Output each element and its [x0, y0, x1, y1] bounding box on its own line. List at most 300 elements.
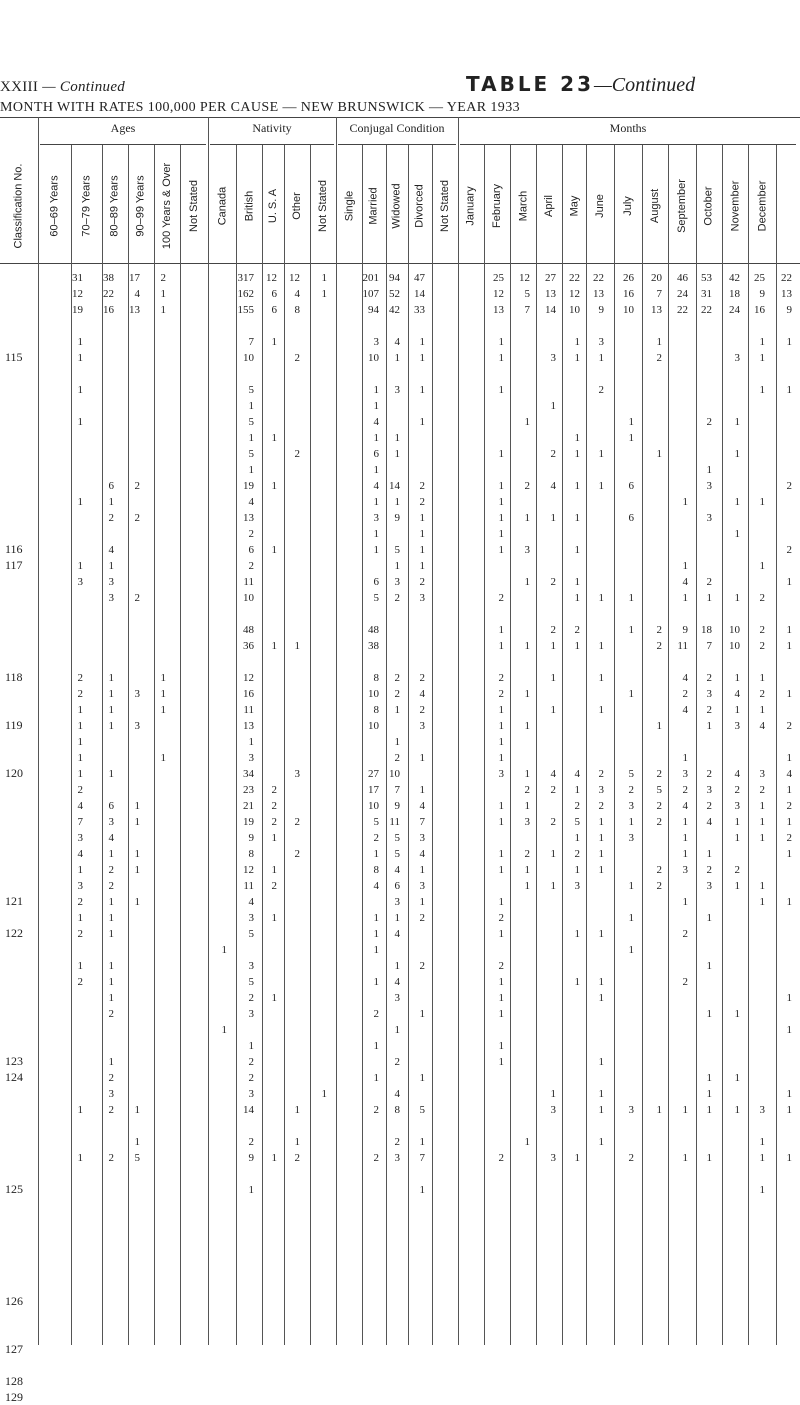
table-cell: 1: [294, 1104, 300, 1116]
table-cell: 12: [243, 864, 254, 876]
table-cell: 1: [134, 816, 140, 828]
table-cell: 2: [656, 624, 662, 636]
table-cell: 2: [656, 768, 662, 780]
table-cell: 1: [682, 832, 688, 844]
column-header: U. S. A: [267, 188, 279, 224]
table-cell: 1: [574, 576, 580, 588]
group-header: Conjugal Condition: [349, 121, 445, 135]
table-cell: 2: [656, 640, 662, 652]
column-header: Not Stated: [439, 180, 452, 232]
table-cell: 4: [682, 576, 688, 588]
table-cell: 1: [759, 1184, 765, 1196]
table-cell: 2: [394, 1056, 400, 1068]
table-cell: 1: [373, 1072, 379, 1084]
table-cell: 5: [394, 544, 400, 556]
table-cell: 3: [734, 800, 740, 812]
table-cell: 1: [394, 352, 400, 364]
table-row: [0, 1088, 800, 1101]
table-cell: 4: [550, 480, 556, 492]
table-cell: 2: [498, 912, 504, 924]
table-cell: 26: [623, 272, 634, 284]
table-cell: 155: [237, 304, 254, 316]
table-cell: 1: [682, 752, 688, 764]
table-cell: 2: [373, 1104, 379, 1116]
table-cell: 2: [271, 784, 277, 796]
table-cell: 1: [598, 1136, 604, 1148]
table-cell: 7: [77, 816, 83, 828]
table-cell: 1: [77, 496, 83, 508]
table-row: [0, 544, 800, 557]
table-cell: 2: [574, 624, 580, 636]
table-cell: 10: [243, 352, 254, 364]
table-cell: 1: [248, 464, 254, 476]
table-cell: 1: [498, 736, 504, 748]
table-cell: 1: [628, 880, 634, 892]
table-cell: 1: [221, 1024, 227, 1036]
column-header: 60–69 Years: [48, 175, 61, 237]
column-header: August: [649, 188, 661, 224]
table-cell: 34: [243, 768, 254, 780]
table-cell: 2: [394, 688, 400, 700]
table-cell: 1: [550, 848, 556, 860]
table-cell: 1: [271, 640, 277, 652]
table-cell: 1: [248, 432, 254, 444]
table-cell: 47: [414, 272, 425, 284]
table-cell: 1: [77, 1152, 83, 1164]
table-cell: 5: [524, 288, 530, 300]
table-cell: 4: [373, 880, 379, 892]
table-cell: 2: [550, 624, 556, 636]
table-cell: 27: [368, 768, 379, 780]
table-cell: 1: [77, 720, 83, 732]
table-cell: 1: [759, 352, 765, 364]
table-cell: 1: [498, 496, 504, 508]
table-cell: 7: [419, 816, 425, 828]
table-cell: 9: [682, 624, 688, 636]
table-cell: 2: [294, 1152, 300, 1164]
table-cell: 7: [524, 304, 530, 316]
table-cell: 1: [786, 1104, 792, 1116]
table-cell: 1: [498, 848, 504, 860]
table-cell: 1: [77, 352, 83, 364]
table-cell: 8: [248, 848, 254, 860]
table-cell: 1: [160, 704, 166, 716]
table-cell: 7: [706, 640, 712, 652]
table-cell: 2: [786, 544, 792, 556]
table-cell: 1: [248, 736, 254, 748]
table-row: [0, 832, 800, 845]
table-row: [0, 528, 800, 541]
table-cell: 23: [243, 784, 254, 796]
column-header: September: [676, 179, 688, 233]
table-cell: 1: [134, 896, 140, 908]
table-cell: 4: [419, 848, 425, 860]
table-cell: 12: [266, 272, 277, 284]
column-header: Classification No.: [12, 163, 25, 249]
table-row: [0, 624, 800, 637]
table-cell: 14: [414, 288, 425, 300]
table-cell: 7: [248, 336, 254, 348]
table-cell: 3: [248, 1088, 254, 1100]
table-cell: 1: [574, 448, 580, 460]
table-cell: 4: [134, 288, 140, 300]
table-cell: 1: [598, 640, 604, 652]
table-cell: 1: [77, 336, 83, 348]
table-cell: 1: [498, 480, 504, 492]
table-cell: 48: [243, 624, 254, 636]
table-cell: 1: [706, 912, 712, 924]
table-cell: 8: [294, 304, 300, 316]
table-cell: 13: [243, 512, 254, 524]
table-cell: 2: [550, 816, 556, 828]
table-cell: 1: [524, 688, 530, 700]
table-cell: 5: [394, 848, 400, 860]
column-header: 70–79 Years: [80, 175, 93, 237]
classification-number: 123: [5, 1054, 23, 1068]
table-cell: 1: [786, 336, 792, 348]
table-cell: 4: [682, 672, 688, 684]
table-cell: 2: [77, 688, 83, 700]
table-cell: 1: [682, 496, 688, 508]
table-cell: 4: [786, 768, 792, 780]
table-cell: 1: [786, 624, 792, 636]
table-cell: 1: [628, 912, 634, 924]
table-cell: 1: [108, 848, 114, 860]
table-cell: 4: [394, 336, 400, 348]
table-cell: 3: [108, 816, 114, 828]
table-cell: 1: [160, 688, 166, 700]
table-cell: 5: [248, 928, 254, 940]
table-cell: 1: [134, 864, 140, 876]
table-cell: 1: [294, 1136, 300, 1148]
table-cell: 1: [574, 976, 580, 988]
table-cell: 1: [598, 672, 604, 684]
table-cell: 3: [248, 960, 254, 972]
table-cell: 2: [108, 1008, 114, 1020]
table-cell: 10: [368, 800, 379, 812]
table-cell: 14: [545, 304, 556, 316]
table-cell: 2: [759, 592, 765, 604]
table-row: [0, 736, 800, 749]
table-cell: 1: [706, 1072, 712, 1084]
table-cell: 3: [759, 768, 765, 780]
column-header: Not Stated: [188, 180, 201, 232]
table-cell: 2: [524, 848, 530, 860]
table-cell: 1: [550, 880, 556, 892]
table-cell: 1: [373, 944, 379, 956]
table-cell: 1: [759, 896, 765, 908]
table-cell: 2: [108, 512, 114, 524]
table-cell: 3: [706, 512, 712, 524]
table-cell: 2: [656, 880, 662, 892]
table-row: [0, 992, 800, 1005]
table-cell: 2: [271, 880, 277, 892]
classification-number: 119: [5, 718, 23, 732]
table-cell: 2: [628, 784, 634, 796]
column-header: May: [568, 195, 580, 217]
table-cell: 22: [103, 288, 114, 300]
table-row: [0, 1008, 800, 1021]
table-cell: 2: [394, 752, 400, 764]
table-cell: 1: [598, 352, 604, 364]
table-cell: 1: [734, 880, 740, 892]
table-cell: 1: [734, 832, 740, 844]
table-cell: 1: [498, 336, 504, 348]
column-header: Divorced: [414, 184, 426, 228]
table-cell: 1: [419, 336, 425, 348]
classification-number: 129: [5, 1390, 23, 1404]
table-cell: 1: [550, 672, 556, 684]
table-cell: 48: [368, 624, 379, 636]
table-cell: 1: [598, 448, 604, 460]
table-cell: 42: [389, 304, 400, 316]
table-cell: 1: [321, 288, 327, 300]
table-cell: 1: [498, 640, 504, 652]
table-cell: 13: [493, 304, 504, 316]
table-cell: 8: [373, 704, 379, 716]
table-row: [0, 752, 800, 765]
table-cell: 1: [108, 720, 114, 732]
table-cell: 3: [248, 912, 254, 924]
table-cell: 10: [569, 304, 580, 316]
table-cell: 1: [373, 1040, 379, 1052]
table-cell: 1: [759, 1152, 765, 1164]
table-cell: 3: [108, 1088, 114, 1100]
table-cell: 2: [419, 960, 425, 972]
table-cell: 1: [394, 432, 400, 444]
table-cell: 31: [72, 272, 83, 284]
table-row: [0, 864, 800, 877]
table-row: [0, 816, 800, 829]
table-row: [0, 272, 800, 285]
table-cell: 4: [373, 416, 379, 428]
table-cell: 1: [160, 752, 166, 764]
table-row: [0, 672, 800, 685]
column-header: British: [243, 190, 255, 222]
table-cell: 17: [368, 784, 379, 796]
table-row: [0, 432, 800, 445]
table-row: [0, 912, 800, 925]
table-cell: 1: [248, 1040, 254, 1052]
table-cell: 1: [108, 896, 114, 908]
table-cell: 13: [243, 720, 254, 732]
table-cell: 1: [498, 352, 504, 364]
table-cell: 1: [786, 992, 792, 1004]
table-cell: 1: [77, 1104, 83, 1116]
table-row: [0, 336, 800, 349]
table-cell: 13: [651, 304, 662, 316]
table-cell: 2: [248, 528, 254, 540]
column-header: 100 Years & Over: [161, 162, 174, 250]
table-row: [0, 1136, 800, 1149]
table-cell: 9: [598, 304, 604, 316]
table-cell: 2: [394, 592, 400, 604]
table-cell: 3: [759, 1104, 765, 1116]
table-cell: 1: [598, 480, 604, 492]
table-cell: 6: [628, 512, 634, 524]
table-cell: 6: [108, 480, 114, 492]
table-cell: 1: [598, 592, 604, 604]
table-cell: 1: [734, 672, 740, 684]
table-cell: 107: [362, 288, 379, 300]
table-cell: 94: [368, 304, 379, 316]
column-header: Not Stated: [317, 180, 330, 232]
table-cell: 5: [628, 768, 634, 780]
table-cell: 17: [129, 272, 140, 284]
table-cell: 2: [786, 720, 792, 732]
column-header: 90–99 Years: [135, 175, 148, 237]
table-cell: 1: [682, 816, 688, 828]
table-row: [0, 384, 800, 397]
table-cell: 22: [677, 304, 688, 316]
column-header: Widowed: [391, 183, 403, 229]
table-cell: 4: [706, 816, 712, 828]
table-cell: 1: [108, 912, 114, 924]
table-cell: 1: [759, 672, 765, 684]
table-cell: 2: [108, 1072, 114, 1084]
table-cell: 1: [373, 976, 379, 988]
table-cell: 1: [271, 992, 277, 1004]
table-cell: 6: [271, 304, 277, 316]
table-cell: 1: [786, 1088, 792, 1100]
table-cell: 3: [248, 752, 254, 764]
table-cell: 2: [271, 800, 277, 812]
table-cell: 2: [706, 672, 712, 684]
table-cell: 2: [656, 816, 662, 828]
table-cell: 5: [419, 1104, 425, 1116]
table-cell: 1: [628, 416, 634, 428]
table-cell: 1: [628, 944, 634, 956]
table-cell: 2: [373, 1008, 379, 1020]
table-cell: 4: [394, 976, 400, 988]
table-cell: 5: [656, 784, 662, 796]
table-cell: 1: [524, 640, 530, 652]
table-cell: 2: [248, 560, 254, 572]
table-cell: 2: [294, 352, 300, 364]
table-cell: 2: [108, 864, 114, 876]
table-cell: 2: [598, 800, 604, 812]
table-cell: 1: [271, 544, 277, 556]
table-cell: 1: [160, 288, 166, 300]
table-cell: 2: [706, 768, 712, 780]
table-cell: 9: [786, 304, 792, 316]
table-cell: 201: [362, 272, 379, 284]
table-cell: 16: [243, 688, 254, 700]
table-cell: 11: [243, 704, 254, 716]
table-cell: 1: [598, 992, 604, 1004]
table-row: [0, 1040, 800, 1053]
table-row: [0, 1152, 800, 1165]
table-cell: 3: [550, 1152, 556, 1164]
table-cell: 2: [294, 816, 300, 828]
table-cell: 1: [419, 560, 425, 572]
table-cell: 3: [373, 512, 379, 524]
table-cell: 2: [419, 672, 425, 684]
table-cell: 2: [419, 480, 425, 492]
table-cell: 3: [419, 592, 425, 604]
table-cell: 4: [108, 544, 114, 556]
table-cell: 2: [77, 896, 83, 908]
table-cell: 1: [734, 448, 740, 460]
table-cell: 1: [394, 704, 400, 716]
table-cell: 2: [419, 704, 425, 716]
table-cell: 3: [108, 576, 114, 588]
column-header: Canada: [216, 186, 229, 226]
table-cell: 27: [545, 272, 556, 284]
classification-number: 125: [5, 1182, 23, 1196]
table-cell: 12: [72, 288, 83, 300]
table-cell: 1: [271, 1152, 277, 1164]
column-header: November: [729, 180, 741, 232]
table-cell: 2: [524, 784, 530, 796]
table-cell: 1: [271, 912, 277, 924]
table-cell: 3: [524, 544, 530, 556]
table-cell: 1: [524, 800, 530, 812]
table-cell: 3: [77, 576, 83, 588]
table-cell: 6: [373, 576, 379, 588]
table-cell: 22: [701, 304, 712, 316]
table-cell: 1: [550, 1088, 556, 1100]
table-cell: 11: [677, 640, 688, 652]
table-cell: 7: [656, 288, 662, 300]
table-cell: 1: [574, 352, 580, 364]
table-cell: 12: [493, 288, 504, 300]
table-cell: 8: [394, 1104, 400, 1116]
table-cell: 1: [321, 272, 327, 284]
table-cell: 1: [786, 816, 792, 828]
table-cell: 1: [682, 560, 688, 572]
table-cell: 1: [134, 1104, 140, 1116]
table-cell: 2: [682, 976, 688, 988]
table-cell: 2: [598, 384, 604, 396]
table-cell: 2: [656, 800, 662, 812]
table-cell: 1: [598, 816, 604, 828]
table-row: [0, 1024, 800, 1037]
table-caption-left: XXIII — Continued: [0, 79, 126, 95]
table-cell: 12: [243, 672, 254, 684]
classification-number: 120: [5, 766, 23, 780]
table-cell: 1: [598, 928, 604, 940]
table-cell: 1: [419, 784, 425, 796]
table-cell: 10: [729, 624, 740, 636]
table-cell: 2: [498, 960, 504, 972]
table-row: [0, 400, 800, 413]
column-header: Single: [343, 190, 356, 222]
table-cell: 1: [498, 512, 504, 524]
table-cell: 3: [248, 1008, 254, 1020]
table-cell: 317: [237, 272, 254, 284]
table-cell: 10: [368, 720, 379, 732]
table-cell: 11: [243, 576, 254, 588]
table-cell: 1: [498, 816, 504, 828]
table-cell: 1: [419, 512, 425, 524]
table-cell: 1: [373, 544, 379, 556]
table-cell: 1: [419, 864, 425, 876]
table-cell: 8: [373, 864, 379, 876]
table-cell: 2: [574, 800, 580, 812]
column-header: Married: [368, 187, 381, 225]
table-cell: 6: [248, 544, 254, 556]
column-header: February: [491, 183, 503, 229]
table-cell: 18: [701, 624, 712, 636]
table-cell: 1: [108, 688, 114, 700]
table-cell: 1: [498, 448, 504, 460]
table-cell: 3: [394, 384, 400, 396]
table-cell: 14: [389, 480, 400, 492]
table-cell: 3: [682, 768, 688, 780]
table-cell: 1: [271, 864, 277, 876]
table-cell: 4: [419, 800, 425, 812]
